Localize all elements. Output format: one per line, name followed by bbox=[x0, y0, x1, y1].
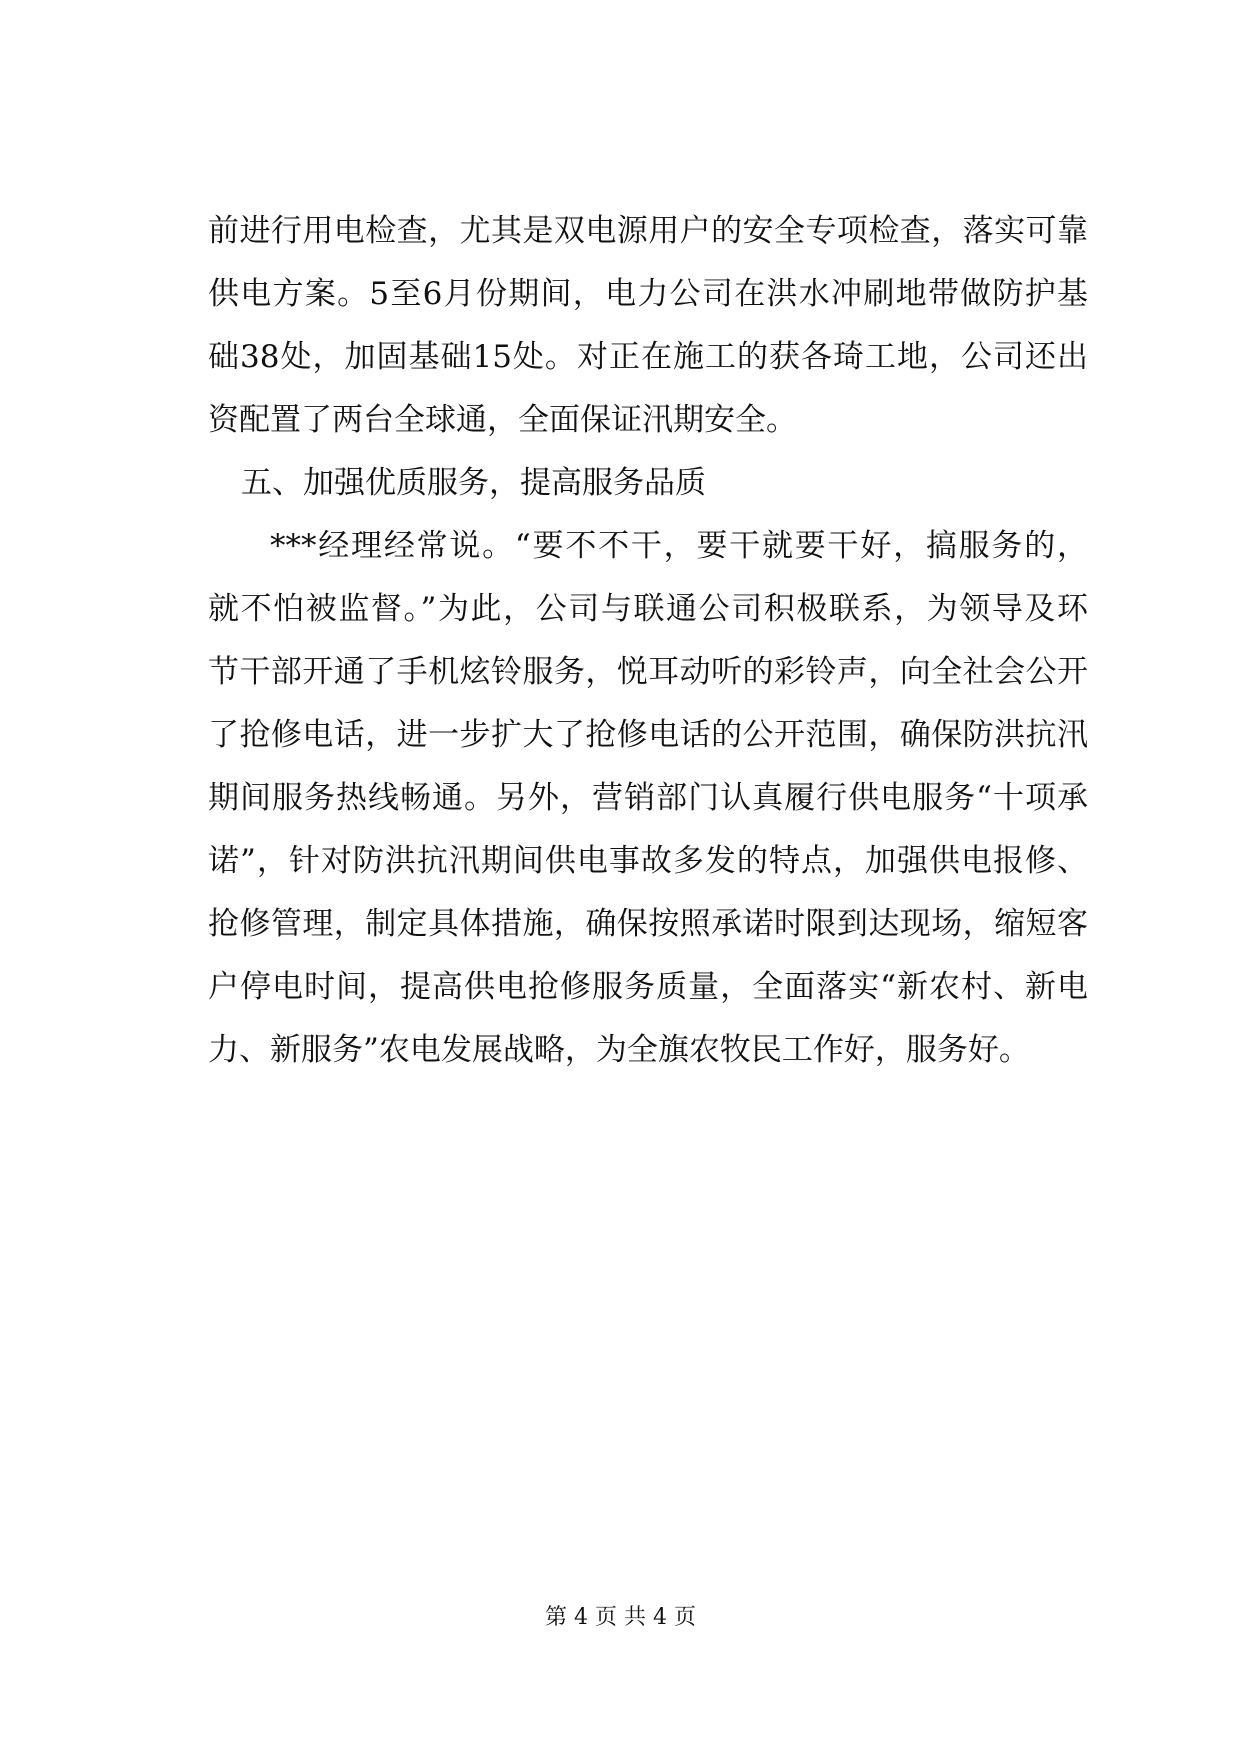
paragraph-flood-safety bbox=[208, 200, 1088, 452]
text-line: 抢修管理，制定具体措施，确保按照承诺时限到达现场，缩短客 bbox=[208, 906, 1088, 942]
text-line: ***经理经常说。“要不不干，要干就要干好，搞服务的， bbox=[270, 528, 1088, 564]
paragraph-quality-service bbox=[208, 515, 1088, 1082]
text-line: 户停电时间，提高供电抢修服务质量，全面落实“新农村、新电 bbox=[208, 969, 1088, 1005]
text-line: 供电方案。5至6月份期间，电力公司在洪水冲刷地带做防护基 bbox=[208, 276, 1088, 312]
page-number: 第 4 页 共 4 页 bbox=[545, 1605, 696, 1630]
text-line: 础38处，加固基础15处。对正在施工的获各琦工地，公司还出 bbox=[208, 339, 1088, 375]
page-footer bbox=[0, 1603, 1241, 1633]
text-line: 资配置了两台全球通，全面保证汛期安全。 bbox=[208, 402, 797, 438]
text-line: 诺”，针对防洪抗汛期间供电事故多发的特点，加强供电报修、 bbox=[208, 843, 1088, 879]
section-heading: 五、加强优质服务，提高服务品质 bbox=[241, 465, 706, 501]
text-line: 前进行用电检查，尤其是双电源用户的安全专项检查，落实可靠 bbox=[208, 213, 1088, 249]
text-line: 节干部开通了手机炫铃服务，悦耳动听的彩铃声，向全社会公开 bbox=[208, 654, 1088, 690]
text-line: 了抢修电话，进一步扩大了抢修电话的公开范围，确保防洪抗汛 bbox=[208, 717, 1088, 753]
text-line: 力、新服务”农电发展战略，为全旗农牧民工作好，服务好。 bbox=[208, 1032, 1030, 1068]
text-line: 就不怕被监督。”为此，公司与联通公司积极联系，为领导及环 bbox=[208, 591, 1088, 627]
document-body bbox=[208, 200, 1088, 1082]
text-line: 期间服务热线畅通。另外，营销部门认真履行供电服务“十项承 bbox=[208, 780, 1088, 816]
